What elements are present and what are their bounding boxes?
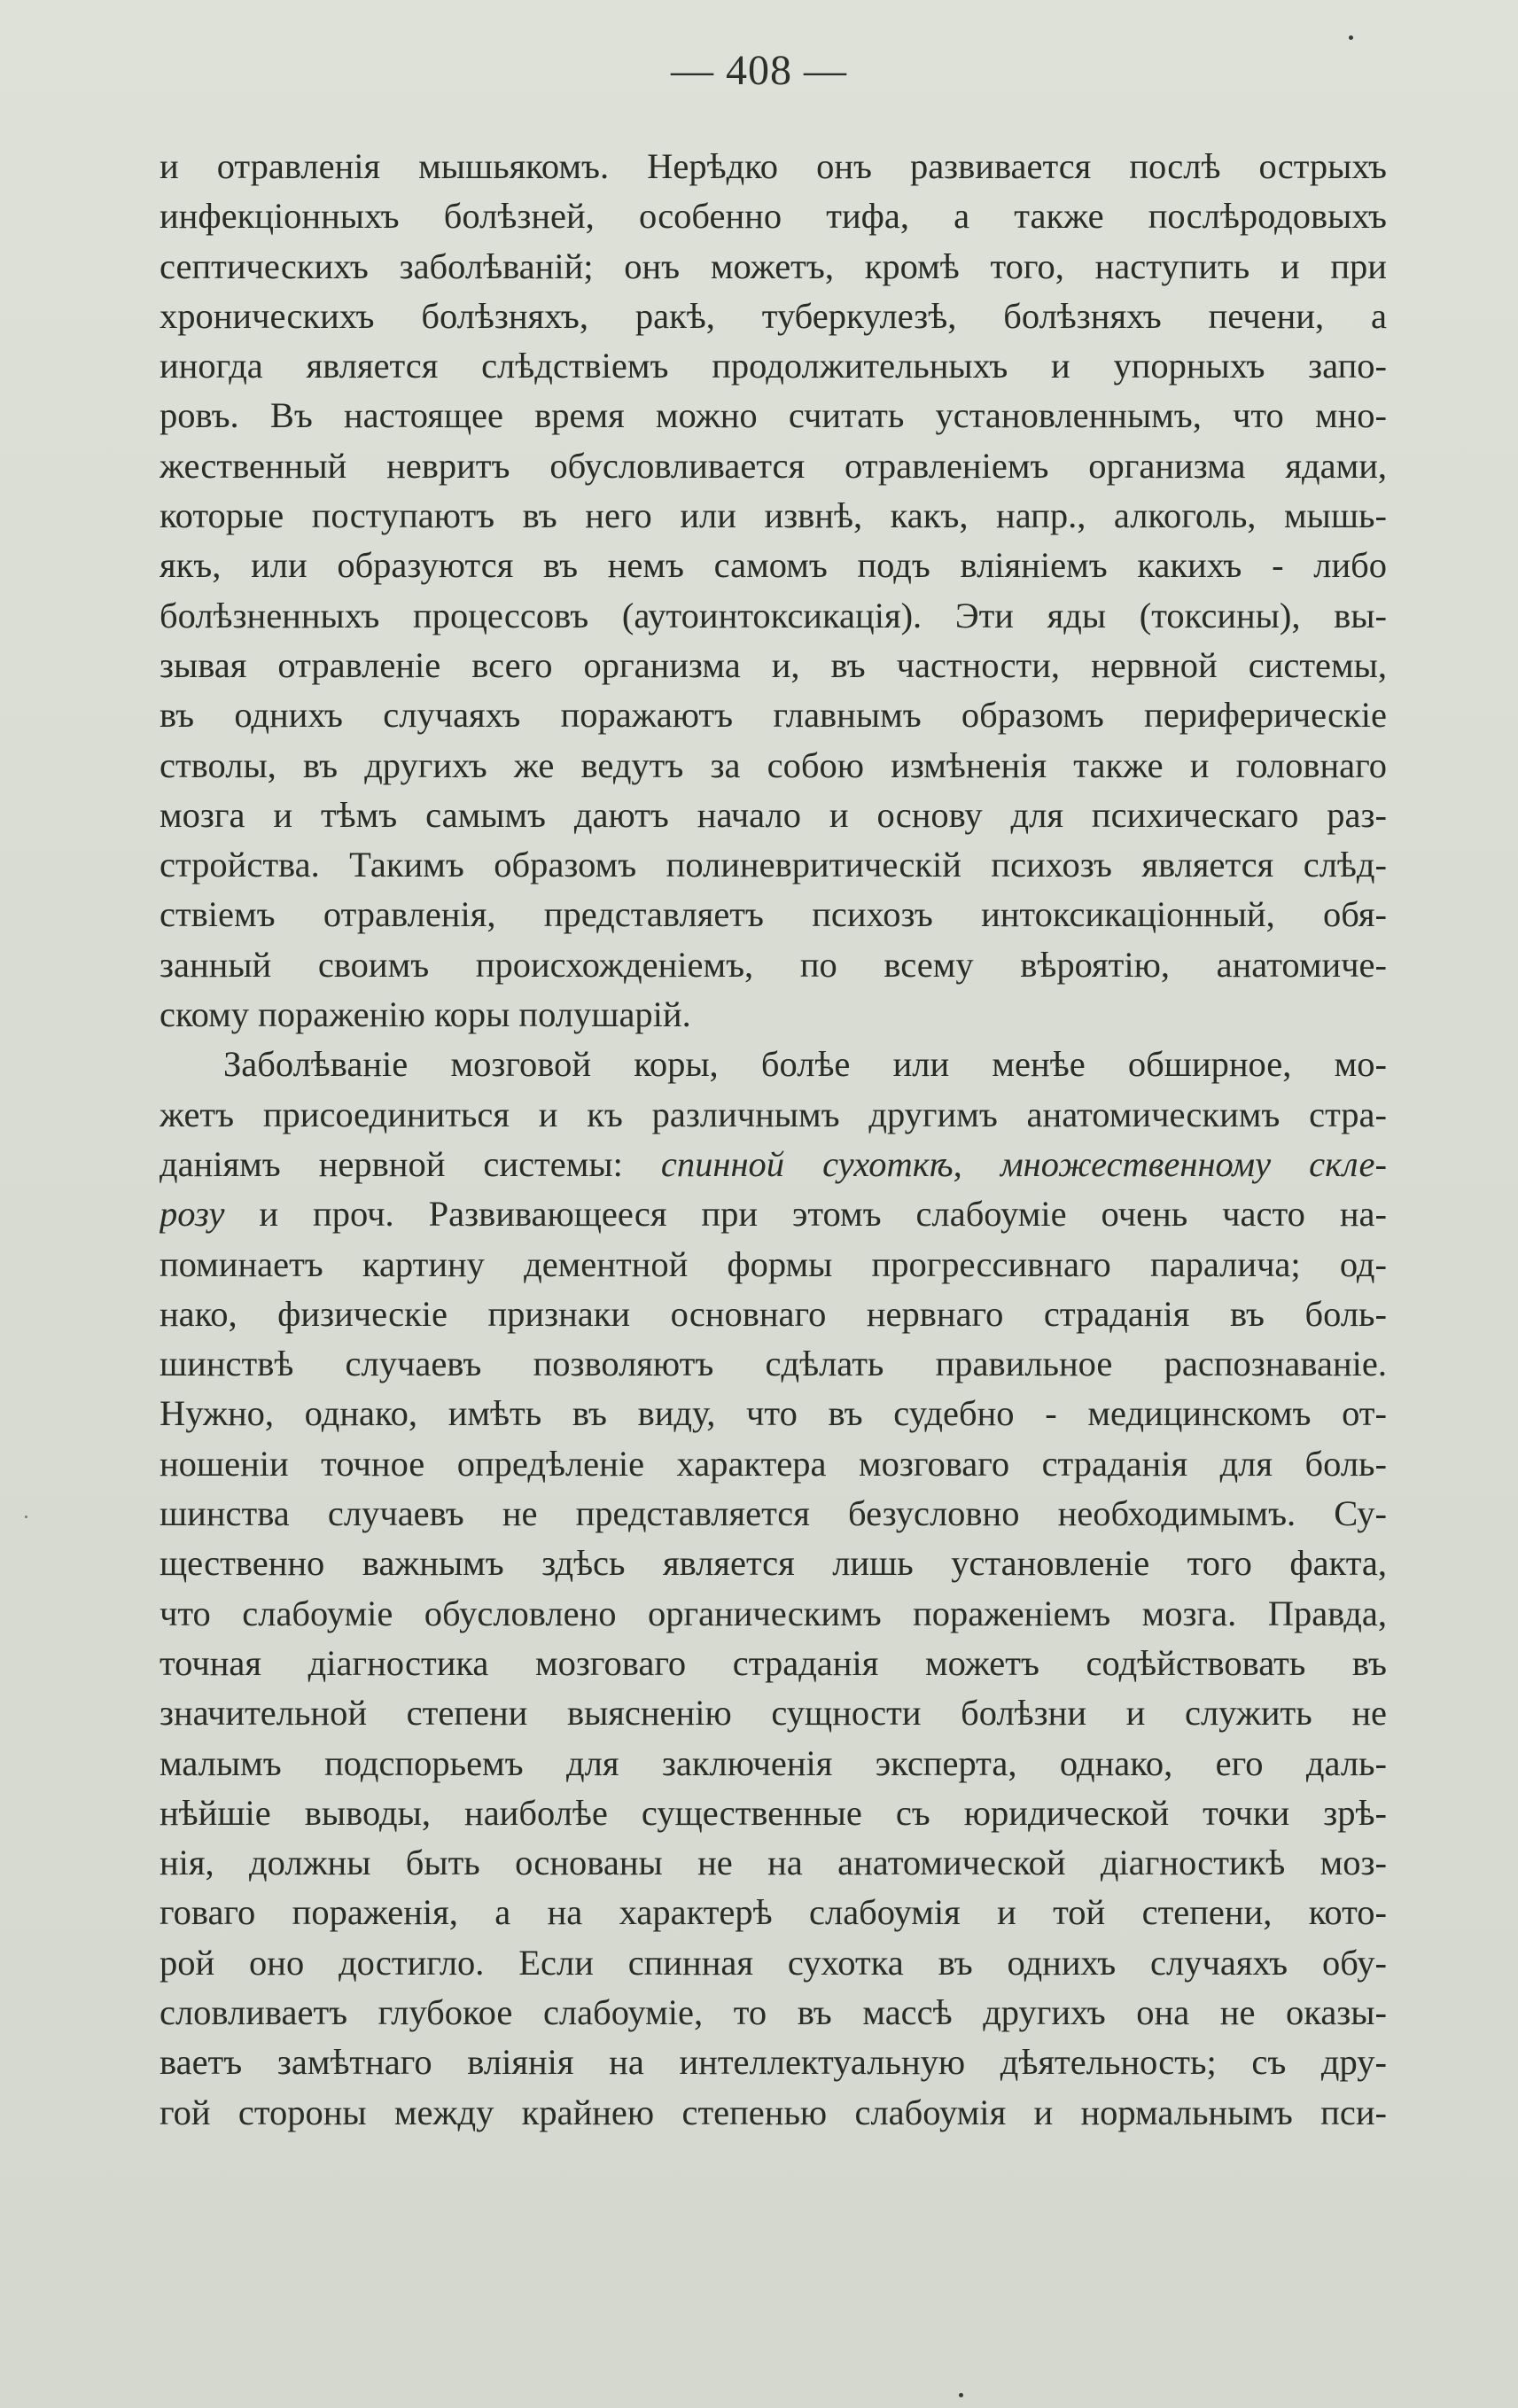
text-line: значительной степени выясненію сущности болѣзни и служить не: [160, 1693, 1387, 1734]
text-line-mixed: [160, 1189, 1387, 1239]
text-line: точная діагностика мозговаго страданія можетъ содѣйствовать въ: [160, 1642, 1387, 1683]
text-line: стройства. Такимъ образомъ полиневритическій психозъ является слѣд-: [160, 845, 1387, 885]
text-line: инфекціонныхъ болѣзней, особенно тифа, а также послѣродовыхъ: [160, 196, 1387, 237]
text-line: жетъ присоединиться и къ различнымъ другимъ анатомическимъ стра-: [160, 1094, 1387, 1134]
text-line: шинствѣ случаевъ позволяютъ сдѣлать правильное распознаваніе.: [160, 1344, 1387, 1384]
text-line: нія, должны быть основаны не на анатомической діагностикѣ моз-: [160, 1843, 1387, 1883]
text-line: мозга и тѣмъ самымъ даютъ начало и основу для психическаго раз-: [160, 794, 1387, 835]
body-text: [160, 142, 1387, 2138]
text-line: Нужно, однако, имѣть въ виду, что въ судебно - медицинскомъ от-: [160, 1393, 1387, 1434]
italic-span: розу: [160, 1194, 225, 1235]
text-line: ваетъ замѣтнаго вліянія на интеллектуальную дѣятельность; съ дру-: [160, 2042, 1387, 2083]
italic-span: спинной сухоткѣ, множественному скле-: [660, 1143, 1387, 1184]
print-speck: [959, 2393, 963, 2397]
text-line: якъ, или образуются въ немъ самомъ подъ вліяніемъ какихъ - либо: [160, 545, 1387, 586]
text-line: занный своимъ происхожденіемъ, по всему вѣроятію, анатомиче-: [160, 944, 1387, 985]
text-line: шинства случаевъ не представляется безусловно необходимымъ. Су-: [160, 1493, 1387, 1534]
text-line: гой стороны между крайнею степенью слабоумія и нормальнымъ пси-: [160, 2092, 1387, 2132]
text-line: нѣйшіе выводы, наиболѣе существенные съ юридической точки зрѣ-: [160, 1792, 1387, 1833]
print-speck: [1349, 35, 1353, 40]
text-span: и проч. Развивающееся при этомъ слабоуміе очень часто на-: [224, 1194, 1387, 1235]
text-line: скому пораженію коры полушарій.: [160, 994, 691, 1035]
text-line: жественный невритъ обусловливается отравленіемъ организма ядами,: [160, 445, 1387, 486]
text-line: щественно важнымъ здѣсь является лишь установленіе того факта,: [160, 1543, 1387, 1584]
text-line: нако, физическіе признаки основнаго нервнаго страданія въ боль-: [160, 1293, 1387, 1334]
text-line: хроническихъ болѣзняхъ, ракѣ, туберкулезѣ, болѣзняхъ печени, а: [160, 295, 1387, 336]
text-line: рой оно достигло. Если спинная сухотка въ однихъ случаяхъ обу-: [160, 1942, 1387, 1983]
text-line: ношеніи точное опредѣленіе характера мозговаго страданія для боль-: [160, 1443, 1387, 1484]
text-line: которые поступаютъ въ него или извнѣ, какъ, напр., алкоголь, мышь-: [160, 495, 1387, 536]
text-line: болѣзненныхъ процессовъ (аутоинтоксикація). Эти яды (токсины), вы-: [160, 595, 1387, 635]
text-line: и отравленія мышьякомъ. Нерѣдко онъ развивается послѣ острыхъ: [160, 146, 1387, 186]
paragraph-1: [160, 142, 1387, 1040]
text-line: зывая отравленіе всего организма и, въ частности, нервной системы,: [160, 644, 1387, 685]
text-line: ствіемъ отравленія, представляетъ психозъ интоксикаціонный, обя-: [160, 894, 1387, 935]
text-line: септическихъ заболѣваній; онъ можетъ, кромѣ того, наступить и при: [160, 245, 1387, 286]
text-line: иногда является слѣдствіемъ продолжительныхъ и упорныхъ запо-: [160, 346, 1387, 386]
paragraph-2: [160, 1040, 1387, 2138]
text-line: словливаетъ глубокое слабоуміе, то въ массѣ другихъ она не оказы-: [160, 1991, 1387, 2032]
text-line: поминаетъ картину дементной формы прогрессивнаго паралича; од-: [160, 1243, 1387, 1284]
text-line: стволы, въ другихъ же ведутъ за собою измѣненія также и головнаго: [160, 744, 1387, 785]
text-line: что слабоуміе обусловлено органическимъ пораженіемъ мозга. Правда,: [160, 1593, 1387, 1633]
page-number: — 408 —: [671, 47, 847, 94]
text-line: говаго пораженія, а на характерѣ слабоумія и той степени, кото-: [160, 1892, 1387, 1933]
text-line: малымъ подспорьемъ для заключенія эксперта, однако, его даль-: [160, 1742, 1387, 1783]
text-span: даніямъ нервной системы:: [160, 1143, 661, 1184]
text-line-mixed: [160, 1140, 1387, 1189]
text-line: ровъ. Въ настоящее время можно считать установленнымъ, что мно-: [160, 395, 1387, 436]
text-line: въ однихъ случаяхъ поражаютъ главнымъ образомъ периферическіе: [160, 695, 1387, 736]
print-speck: [25, 1516, 27, 1518]
text-line: Заболѣваніе мозговой коры, болѣе или менѣе обширное, мо-: [223, 1044, 1387, 1085]
